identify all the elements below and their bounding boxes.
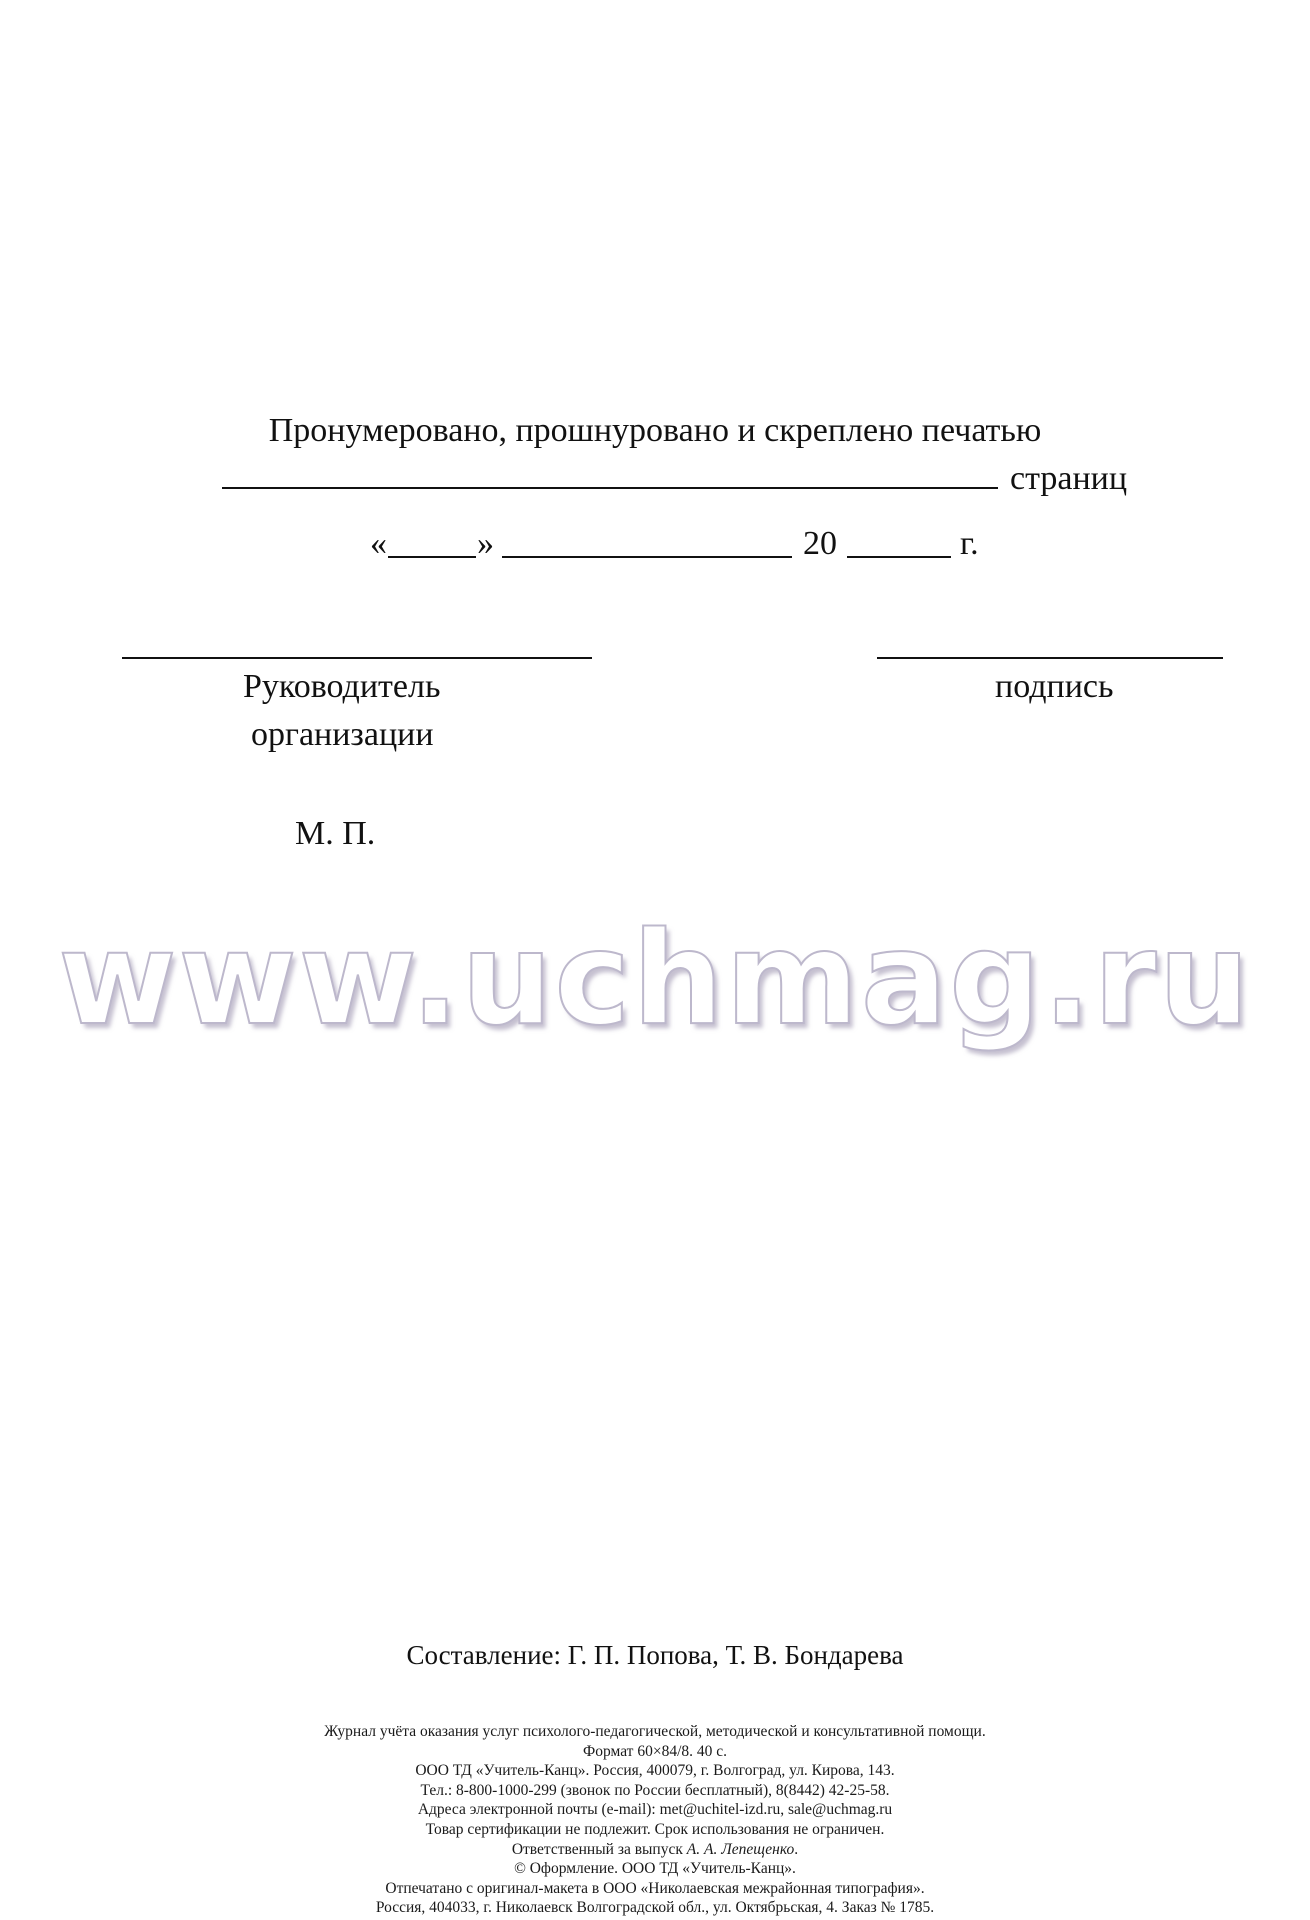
imprint-line: Журнал учёта оказания услуг психолого-педагогической, методической и консультативной помощи. [324, 1723, 986, 1740]
responsible-suffix: . [794, 1840, 799, 1858]
compiled-by: Составление: Г. П. Попова, Т. В. Бондарева [406, 1640, 904, 1670]
imprint-line: Формат 60×84/8. 40 с. [582, 1742, 728, 1760]
certification-title: Пронумеровано, прошнуровано и скреплено печатью [268, 412, 1042, 449]
imprint-line: Тел.: 8-800-1000-299 (звонок по России бесплатный), 8(8442) 42-25-58. [420, 1781, 890, 1799]
head-signature-line [122, 657, 592, 659]
signature-line [877, 657, 1223, 659]
pages-count-blank [222, 487, 998, 489]
imprint-line: Адреса электронной почты (e-mail): met@uchitel-izd.ru, sale@uchmag.ru [417, 1801, 893, 1819]
imprint-line: ООО ТД «Учитель-Канц». Россия, 400079, г. Волгоград, ул. Кирова, 143. [415, 1762, 895, 1780]
pages-suffix: страниц [1010, 460, 1128, 497]
watermark-logo: www.uchmag.ru [58, 905, 1252, 1054]
imprint-line: Россия, 404033, г. Николаевск Волгоградской обл., ул. Октябрьская, 4. Заказ № 1785. [375, 1899, 935, 1917]
year-blank [847, 556, 951, 558]
imprint-line: © Оформление. ООО ТД «Учитель-Канц». [514, 1860, 796, 1878]
imprint-line: Отпечатано с оригинал-макета в ООО «Николаевская межрайонная типография». [385, 1879, 925, 1897]
responsible-name: А. А. Лепещенко [686, 1840, 795, 1858]
date-close-quote: » [477, 525, 494, 562]
imprint-block [0, 1722, 1310, 1918]
stamp-place-label: М. П. [295, 815, 376, 852]
head-label-line2: организации [251, 716, 434, 753]
year-suffix: г. [960, 525, 979, 562]
year-prefix: 20 [803, 525, 837, 562]
head-label-line1: Руководитель [243, 668, 441, 705]
date-open-quote: « [370, 525, 387, 562]
responsible-prefix: Ответственный за выпуск [511, 1840, 687, 1858]
month-blank [502, 556, 792, 558]
day-blank [388, 556, 476, 558]
signature-label: подпись [995, 668, 1114, 705]
imprint-responsible [0, 1840, 1310, 1860]
imprint-line: Товар сертификации не подлежит. Срок использования не ограничен. [425, 1820, 885, 1838]
